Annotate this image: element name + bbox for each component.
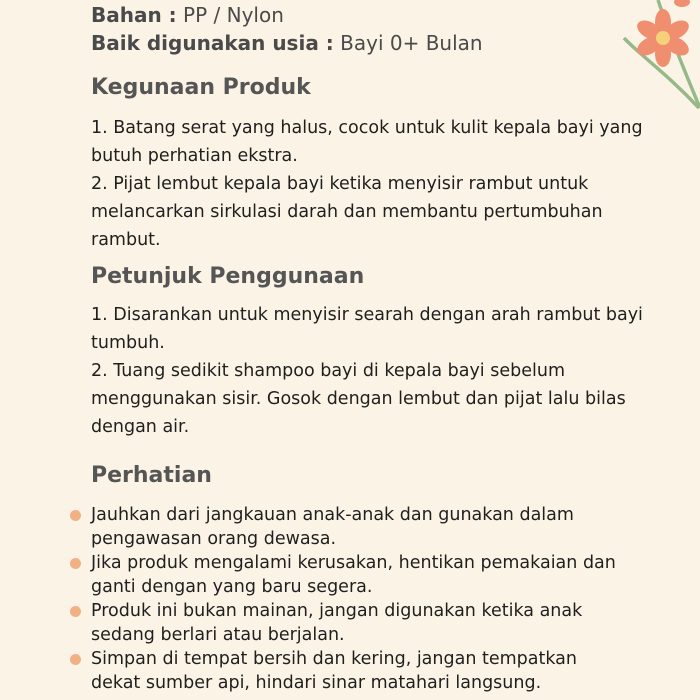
bullet-dot-icon — [70, 558, 81, 569]
perhatian-item — [0, 599, 631, 647]
age-value: Bayi 0+ Bulan — [333, 31, 483, 55]
perhatian-item — [0, 503, 631, 551]
bullet-dot-icon — [70, 654, 81, 665]
bullet-dot-icon — [70, 510, 81, 521]
perhatian-list — [0, 503, 631, 695]
perhatian-item-text: Jauhkan dari jangkauan anak-anak dan gunakan dalam pengawasan orang dewasa. — [91, 505, 574, 549]
perhatian-item-text: Produk ini bukan mainan, jangan digunakan ketika anak sedang berlari atau berjalan. — [91, 601, 583, 645]
age-label: Baik digunakan usia : — [91, 31, 334, 55]
material-value: PP / Nylon — [176, 3, 284, 27]
perhatian-title: Perhatian — [91, 463, 212, 488]
perhatian-item — [0, 551, 631, 599]
petunjuk-item-2: 2. Tuang sedikit shampoo bayi di kepala bayi sebelum menggunakan sisir. Gosok dengan lembut dan pijat lalu bilas dengan air. — [91, 361, 626, 437]
material-label: Bahan : — [91, 3, 177, 27]
kegunaan-item-1: 1. Batang serat yang halus, cocok untuk kulit kepala bayi yang butuh perhatian ekstra. — [91, 118, 643, 166]
bullet-dot-icon — [70, 606, 81, 617]
age-spec — [91, 30, 483, 56]
kegunaan-title: Kegunaan Produk — [91, 75, 311, 100]
material-spec — [91, 2, 284, 28]
perhatian-item-text: Simpan di tempat bersih dan kering, jangan tempatkan dekat sumber api, hindari sinar matahari langsung. — [91, 649, 577, 693]
petunjuk-item-1: 1. Disarankan untuk menyisir searah dengan arah rambut bayi tumbuh. — [91, 305, 643, 353]
perhatian-item-text: Jika produk mengalami kerusakan, hentikan pemakaian dan ganti dengan yang baru segera. — [91, 553, 616, 597]
flower-icon — [560, 0, 700, 115]
petunjuk-title: Petunjuk Penggunaan — [91, 264, 365, 289]
perhatian-item — [0, 647, 631, 695]
kegunaan-item-2: 2. Pijat lembut kepala bayi ketika menyisir rambut untuk melancarkan sirkulasi darah dan membantu pertumbuhan rambut. — [91, 174, 603, 250]
